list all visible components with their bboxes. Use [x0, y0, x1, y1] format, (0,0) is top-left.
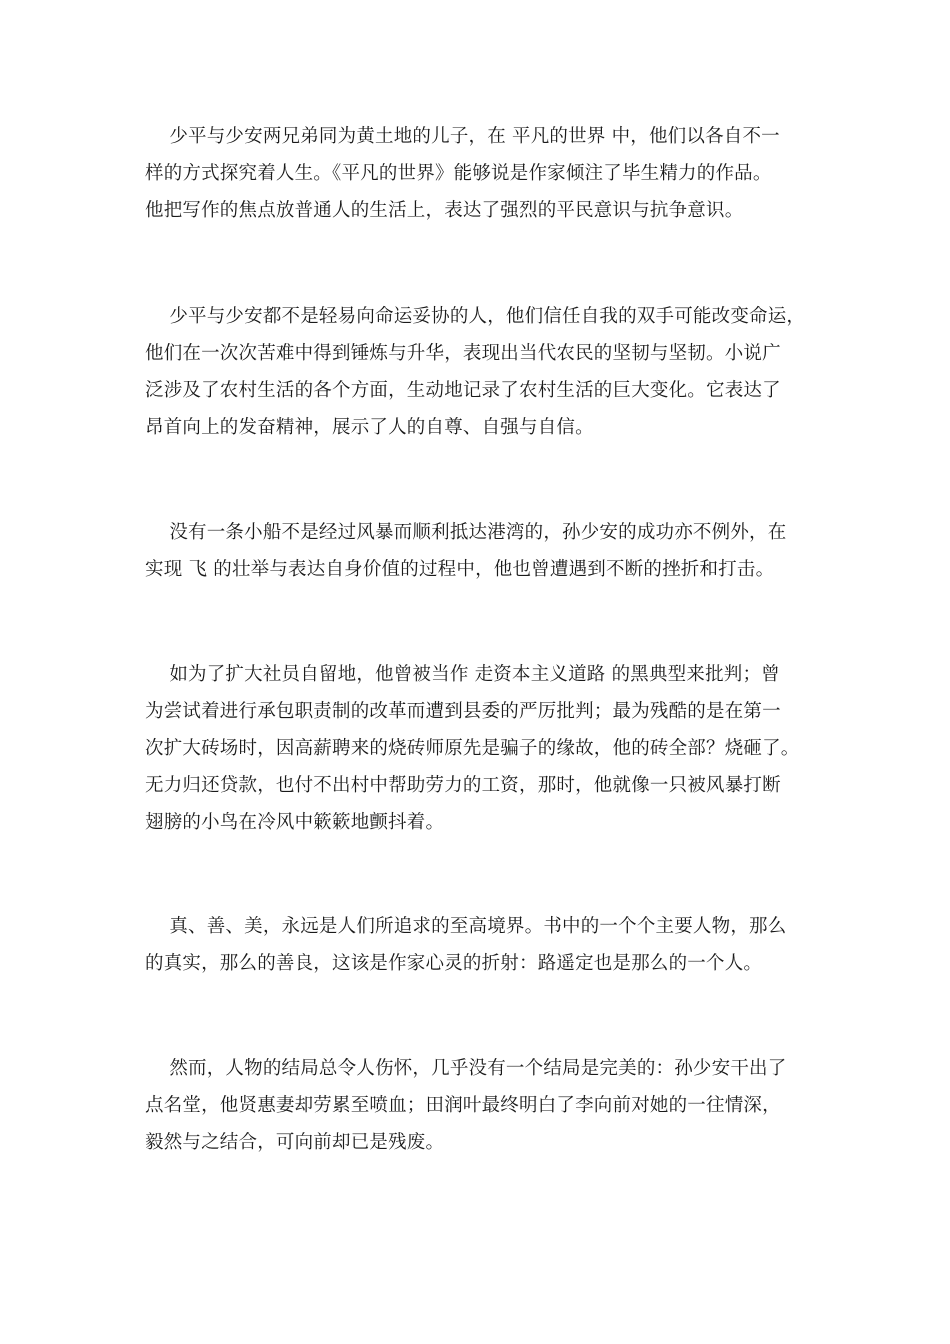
text-line: 实现 飞 的壮举与表达自身价值的过程中，他也曾遭遇到不断的挫折和打击。 — [145, 559, 775, 580]
paragraph-1 — [145, 118, 780, 229]
paragraph-4 — [145, 656, 800, 841]
text-line: 他们在一次次苦难中得到锤炼与升华，表现出当代农民的坚韧与坚韧。小说广 — [145, 343, 781, 364]
text-line: 泛涉及了农村生活的各个方面，生动地记录了农村生活的巨大变化。它表达了 — [145, 380, 781, 401]
paragraph-5 — [145, 908, 786, 982]
text-line: 为尝试着进行承包职责制的改革而遭到县委的严厉批判；最为残酷的是在第一 — [145, 701, 781, 722]
text-line: 昂首向上的发奋精神，展示了人的自尊、自强与自信。 — [145, 417, 594, 438]
paragraph-6 — [145, 1050, 786, 1161]
text-line: 的真实，那么的善良，这该是作家心灵的折射：路遥定也是那么的一个人。 — [145, 953, 763, 974]
text-line: 无力归还贷款，也付不出村中帮助劳力的工资，那时，他就像一只被风暴打断 — [145, 775, 781, 796]
paragraph-3 — [145, 514, 786, 588]
text-line: 次扩大砖场时，因高薪聘来的烧砖师原先是骗子的缘故，他的砖全部？烧砸了。 — [145, 738, 800, 759]
text-line: 然而，人物的结局总令人伤怀，几乎没有一个结局是完美的：孙少安干出了 — [145, 1058, 787, 1079]
text-line: 没有一条小船不是经过风暴而顺利抵达港湾的，孙少安的成功亦不例外，在 — [145, 522, 787, 543]
text-line: 毅然与之结合，可向前却已是残废。 — [145, 1132, 445, 1153]
paragraph-2 — [145, 298, 805, 446]
text-line: 少平与少安两兄弟同为黄土地的儿子，在 平凡的世界 中，他们以各自不一 — [145, 126, 780, 147]
text-line: 真、善、美，永远是人们所追求的至高境界。书中的一个个主要人物，那么 — [145, 916, 787, 937]
text-line: 他把写作的焦点放普通人的生活上，表达了强烈的平民意识与抗争意识。 — [145, 200, 744, 221]
text-line: 样的方式探究着人生。《平凡的世界》能够说是作家倾注了毕生精力的作品。 — [145, 163, 772, 184]
text-line: 点名堂，他贤惠妻却劳累至喷血；田润叶最终明白了李向前对她的一往情深， — [145, 1095, 781, 1116]
text-line: 少平与少安都不是轻易向命运妥协的人，他们信任自我的双手可能改变命运， — [145, 306, 806, 327]
text-line: 如为了扩大社员自留地，他曾被当作 走资本主义道路 的黑典型来批判；曾 — [145, 664, 780, 685]
text-line: 翅膀的小鸟在冷风中簌簌地颤抖着。 — [145, 812, 445, 833]
